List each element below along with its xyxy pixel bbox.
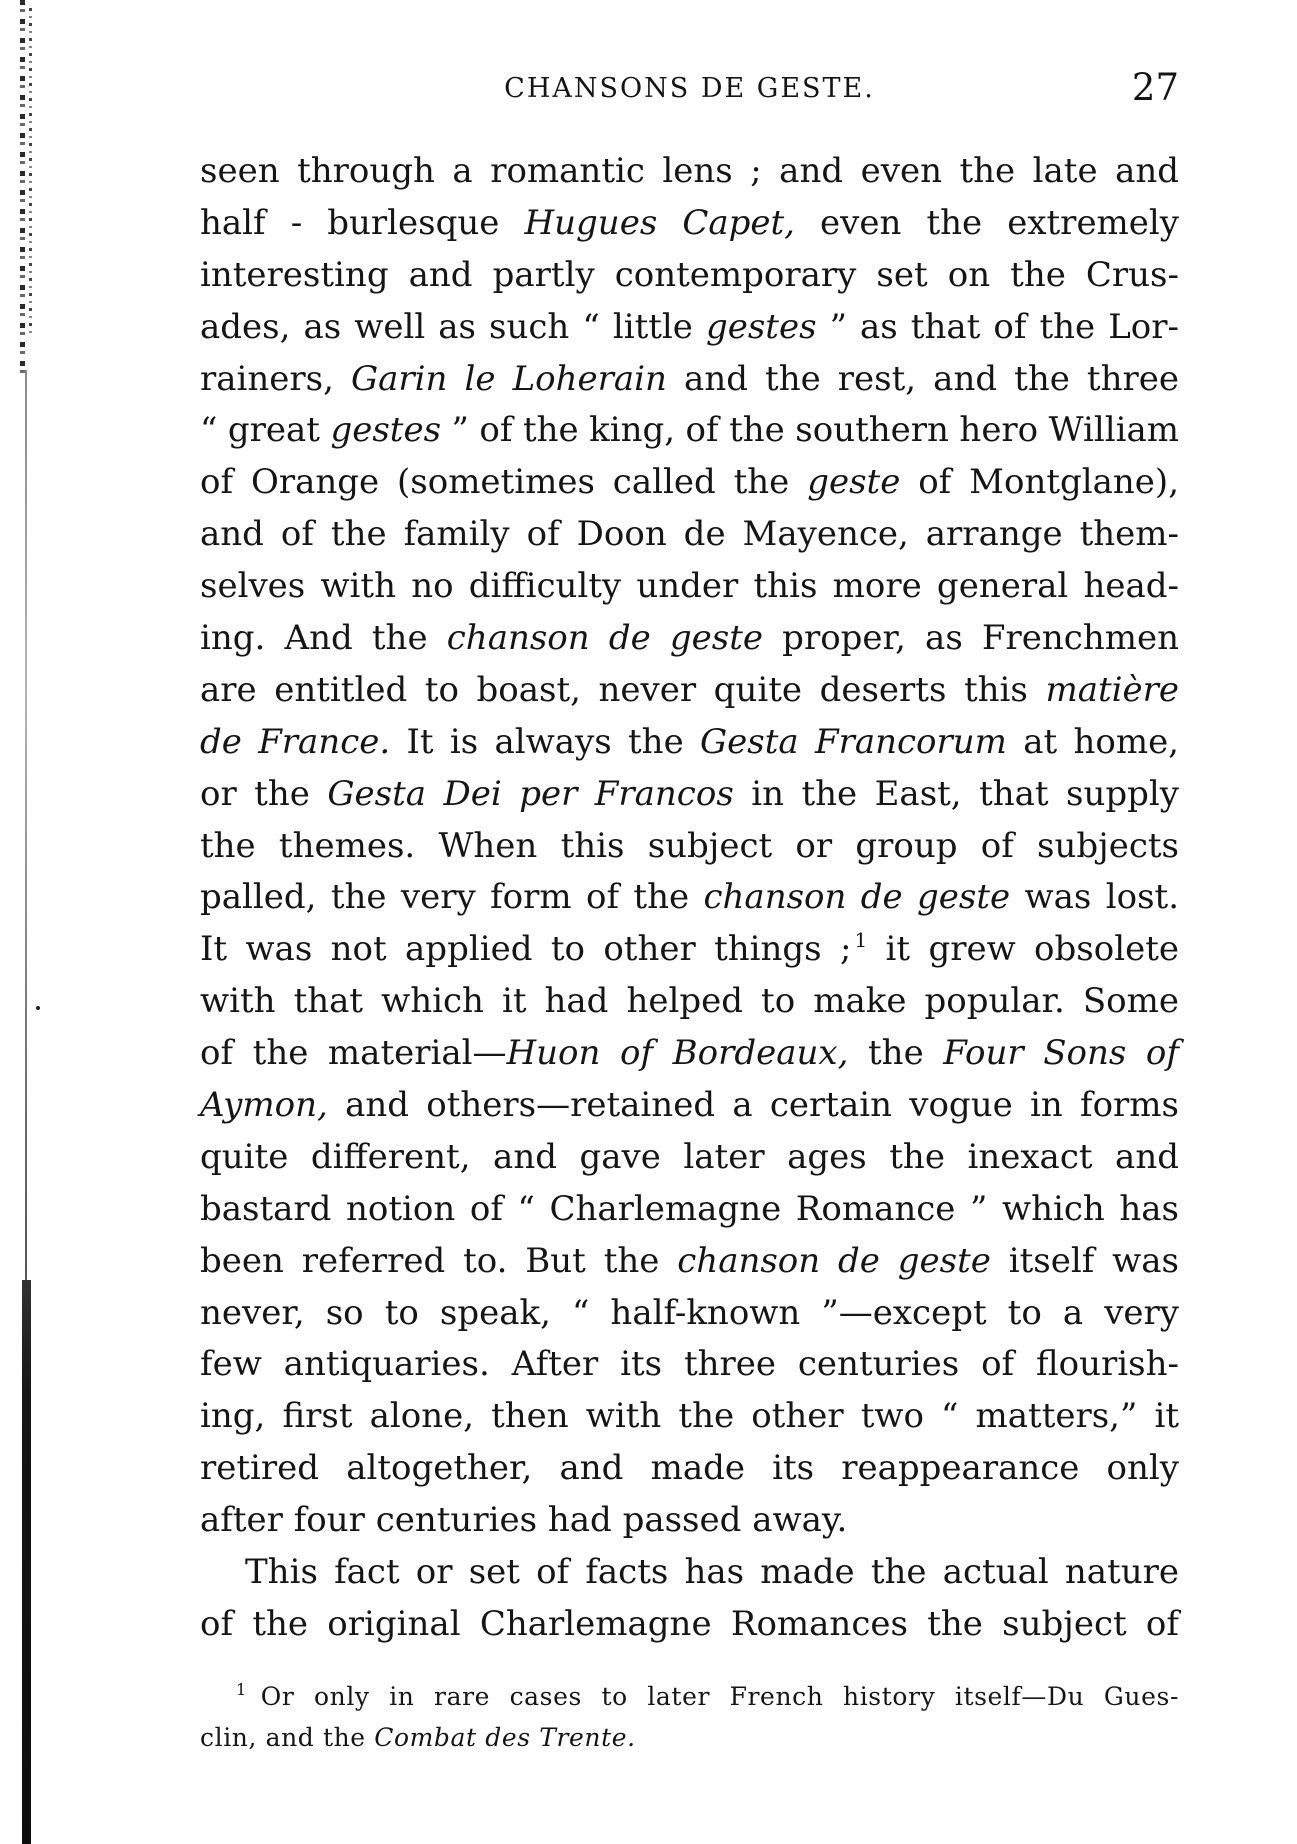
text-segment: are entitled to boast, never quite deserts this	[200, 669, 1046, 710]
text-segment: even the extremely	[794, 202, 1180, 243]
text-segment: few antiquaries. After its three centuries of flourish-	[200, 1344, 1179, 1385]
text-segment: palled, the very form of the	[200, 877, 704, 918]
text-segment: Or only in rare cases to later French history itself—Du Gues-	[260, 1682, 1179, 1711]
text-segment: been referred to. But the	[200, 1240, 678, 1281]
text-segment: ” of the king, of the southern hero William	[441, 410, 1180, 451]
line-content	[200, 1189, 1179, 1229]
italic-text: Four Sons of	[943, 1033, 1179, 1074]
text-line	[200, 561, 1179, 613]
text-line	[200, 1080, 1179, 1132]
text-line	[200, 1495, 1179, 1547]
line-content	[200, 981, 1179, 1021]
line-content	[200, 1344, 1179, 1384]
text-segment: rainers,	[200, 358, 351, 399]
line-content	[200, 1137, 1179, 1177]
text-line	[200, 1288, 1179, 1340]
text-line	[200, 1236, 1179, 1288]
text-segment: itself was	[990, 1240, 1180, 1281]
text-segment: It was not applied to other things ;	[200, 929, 852, 970]
text-segment: proper, as Frenchmen	[763, 618, 1179, 659]
text-segment: interesting and partly contemporary set on the Crus-	[200, 254, 1179, 295]
text-segment: of Montglane),	[900, 462, 1180, 503]
line-content	[200, 1085, 1179, 1125]
footnote	[200, 1676, 1179, 1758]
text-segment: quite different, and gave later ages the inexact and	[200, 1136, 1179, 1177]
text-segment: bastard notion of “ Charlemagne Romance ” which has	[200, 1188, 1179, 1229]
paragraph	[200, 146, 1179, 1547]
italic-text: Gesta Francorum	[700, 721, 1007, 762]
scan-binding-edge-speckle	[20, 0, 25, 380]
page-number: 27	[1131, 66, 1179, 109]
text-segment: of Orange (sometimes called the	[200, 462, 808, 503]
text-line	[200, 665, 1179, 717]
footnote-marker: 1	[236, 1680, 247, 1699]
text-line	[200, 1443, 1179, 1495]
line-content	[200, 151, 1179, 191]
line-content	[200, 1500, 847, 1540]
text-segment: It is always the	[390, 721, 701, 762]
scan-binding-edge-shadow	[22, 1280, 31, 1844]
text-segment: and others—retained a certain vogue in forms	[327, 1085, 1179, 1126]
line-content	[236, 1682, 1179, 1711]
line-content	[245, 1552, 1179, 1592]
line-content	[200, 877, 1179, 917]
text-line	[200, 1599, 1179, 1651]
text-line	[200, 924, 1179, 976]
footnote-line	[236, 1676, 1179, 1717]
text-segment: “ great	[200, 410, 331, 451]
italic-text: Gesta Dei per Francos	[327, 773, 734, 814]
text-line	[200, 509, 1179, 561]
scan-binding-edge-speckle-secondary	[29, 8, 32, 338]
line-content	[200, 462, 1179, 502]
line-content	[200, 566, 1179, 606]
text-segment: ” as that of the Lor-	[816, 306, 1179, 347]
scan-binding-edge-line	[25, 370, 27, 1290]
text-line	[200, 976, 1179, 1028]
italic-text: chanson de geste	[677, 1240, 991, 1281]
text-line	[200, 1028, 1179, 1080]
line-content	[200, 670, 1179, 710]
text-line	[200, 769, 1179, 821]
text-segment: selves with no difficulty under this more general head-	[200, 566, 1179, 607]
text-segment: and of the family of Doon de Mayence, arrange them-	[200, 514, 1179, 555]
italic-text: chanson de geste	[446, 618, 764, 659]
text-segment: the	[848, 1033, 944, 1074]
line-content	[200, 307, 1179, 347]
text-segment: seen through a romantic lens ; and even the late and	[200, 151, 1179, 191]
line-content	[200, 618, 1179, 658]
text-line	[200, 1339, 1179, 1391]
line-content	[200, 255, 1179, 295]
line-content	[200, 203, 1179, 243]
italic-text: geste	[807, 462, 901, 503]
text-segment: ing. And the	[200, 618, 447, 659]
running-title: CHANSONS DE GESTE.	[504, 73, 875, 104]
line-content	[200, 1241, 1179, 1281]
text-segment: retired altogether, and made its reappearance only	[200, 1448, 1179, 1489]
text-segment: never, so to speak, “ half-known ”—except to a very	[200, 1292, 1179, 1333]
scan-speck	[36, 1006, 40, 1010]
italic-text: Aymon,	[200, 1085, 328, 1126]
text-segment: ades, as well as such “ little	[200, 306, 706, 347]
text-segment: after four centuries had passed away.	[200, 1500, 848, 1541]
text-segment: half - burlesque	[200, 202, 525, 243]
line-content	[200, 1033, 1179, 1073]
italic-text: Combat des Trente.	[374, 1723, 636, 1752]
text-line	[200, 717, 1179, 769]
text-line	[200, 250, 1179, 302]
text-segment: or the	[200, 773, 328, 814]
text-segment: at home,	[1006, 721, 1179, 762]
italic-text: gestes	[330, 410, 442, 451]
text-line	[245, 1547, 1179, 1599]
body-text	[200, 146, 1179, 1651]
text-segment: of the original Charlemagne Romances the subject of	[200, 1603, 1179, 1644]
text-line	[200, 613, 1179, 665]
line-content	[200, 826, 1179, 866]
line-content	[200, 722, 1179, 762]
italic-text: chanson de geste	[703, 877, 1011, 918]
text-line	[200, 198, 1179, 250]
text-segment: in the East, that supply	[733, 773, 1179, 814]
text-segment: was lost.	[1010, 877, 1180, 918]
text-segment: ing, first alone, then with the other two “ matters,” it	[200, 1396, 1179, 1437]
line-content	[200, 359, 1179, 399]
line-content	[200, 1604, 1179, 1644]
text-segment: of the material—	[200, 1033, 507, 1074]
italic-text: Garin le Loherain	[351, 358, 667, 399]
line-content	[200, 1448, 1179, 1488]
text-segment: This fact or set of facts has made the actual nature	[245, 1552, 1179, 1593]
line-content	[200, 1396, 1179, 1436]
italic-text: Hugues Capet,	[524, 202, 795, 243]
footnote-line	[200, 1717, 1179, 1758]
italic-text: Huon of Bordeaux,	[506, 1033, 849, 1074]
text-line	[200, 405, 1179, 457]
text-segment: with that which it had helped to make popular. Some	[200, 981, 1179, 1022]
text-segment: it grew obsolete	[867, 929, 1179, 970]
text-line	[200, 821, 1179, 873]
text-line	[200, 354, 1179, 406]
text-segment: the themes. When this subject or group of subjects	[200, 825, 1179, 866]
text-line	[200, 302, 1179, 354]
footnote-reference: 1	[854, 928, 868, 953]
text-segment: clin, and the	[200, 1723, 375, 1752]
paragraph	[200, 1547, 1179, 1651]
italic-text: gestes	[705, 306, 817, 347]
text-segment: and the rest, and the three	[666, 358, 1179, 399]
line-content	[200, 929, 1179, 969]
text-line	[200, 1391, 1179, 1443]
text-line	[200, 1184, 1179, 1236]
line-content	[200, 1293, 1179, 1333]
line-content	[200, 514, 1179, 554]
text-line	[200, 872, 1179, 924]
line-content	[200, 1723, 636, 1752]
line-content	[200, 410, 1179, 450]
text-line	[200, 1132, 1179, 1184]
italic-text: matière	[1045, 669, 1179, 710]
text-line	[200, 457, 1179, 509]
line-content	[200, 774, 1179, 814]
text-line	[200, 146, 1179, 198]
italic-text: de France.	[200, 721, 391, 762]
